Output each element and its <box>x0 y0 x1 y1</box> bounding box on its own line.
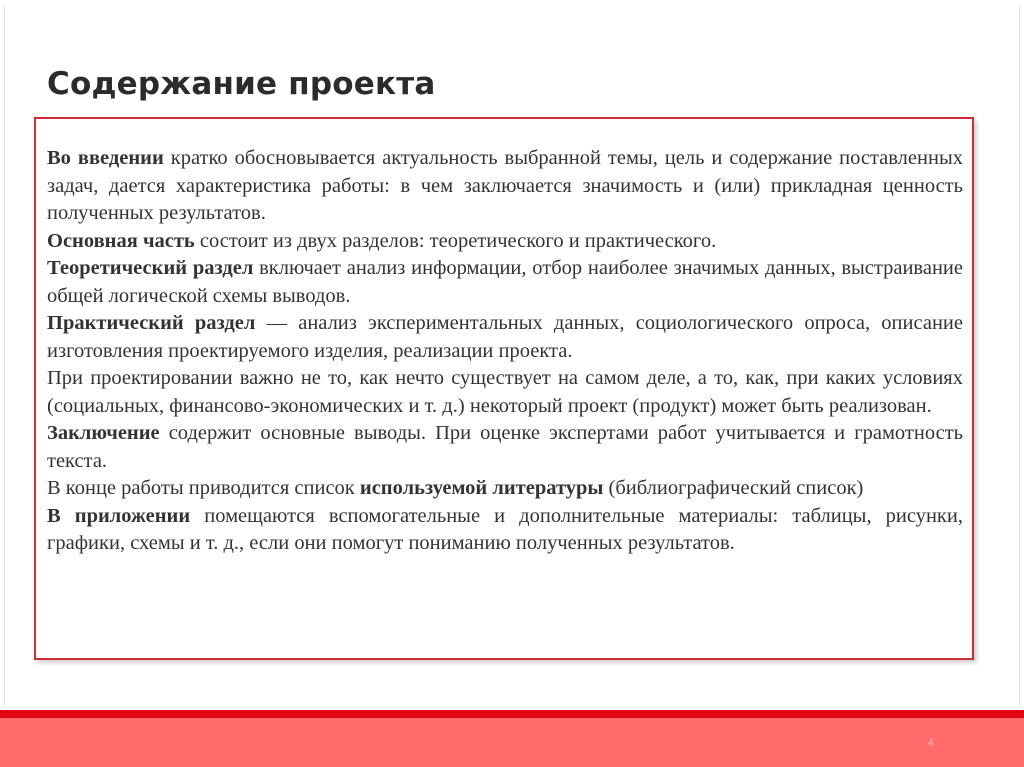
paragraph-design: При проектировании важно не то, как нечто существует на самом деле, а то, как, при каких условиях (социальных, финансово-экономических и т. д.) некоторый проект (продукт) может быть реализован. <box>47 367 963 417</box>
page-number: 4 <box>927 737 934 749</box>
paragraph-text: (библиографический список) <box>603 477 864 499</box>
paragraph-text: включает анализ информации, отбор наиболее значимых данных, выстраивание общей логической схемы выводов. <box>47 257 963 307</box>
term-introduction: Во введении <box>47 147 164 169</box>
paragraph-text: кратко обосновывается актуальность выбранной темы, цель и содержание поставленных задач, дается характеристика работы: в чем заключается значимость и (или) прикладная ценность полученных результатов. <box>47 147 963 224</box>
term-theoretical: Теоретический раздел <box>47 257 254 279</box>
paragraph-text: В конце работы приводится список <box>47 477 360 499</box>
paragraph-text: помещаются вспомогательные и дополнительные материалы: таблицы, рисунки, графики, схемы и т. д., если они помогут пониманию полученных результатов. <box>47 504 963 554</box>
footer-band <box>0 718 1024 767</box>
paragraph-main-part <box>47 228 963 256</box>
paragraph-text: содержит основные выводы. При оценке экспертами работ учитывается и грамотность текста. <box>47 422 963 472</box>
paragraph-introduction <box>47 145 963 228</box>
paragraph-practical <box>47 310 963 365</box>
paragraph-theoretical <box>47 255 963 310</box>
paragraph-text: состоит из двух разделов: теоретического и практического. <box>194 229 717 252</box>
footer-accent-line <box>0 710 1024 718</box>
paragraph-references <box>47 475 963 503</box>
term-conclusion: Заключение <box>47 422 160 444</box>
content-box <box>34 117 974 660</box>
paragraph-appendix <box>47 503 963 558</box>
paragraph-text: — анализ экспериментальных данных, социологического опроса, описание изготовления проектируемого изделия, реализации проекта. <box>47 312 963 362</box>
term-appendix: В приложении <box>47 504 191 527</box>
slide-title: Содержание проекта <box>47 66 436 102</box>
paragraph-conclusion <box>47 420 963 475</box>
term-references: используемой литературы <box>359 477 604 499</box>
content-text <box>47 145 963 558</box>
term-main-part: Основная часть <box>47 229 195 252</box>
term-practical: Практический раздел <box>47 312 256 334</box>
